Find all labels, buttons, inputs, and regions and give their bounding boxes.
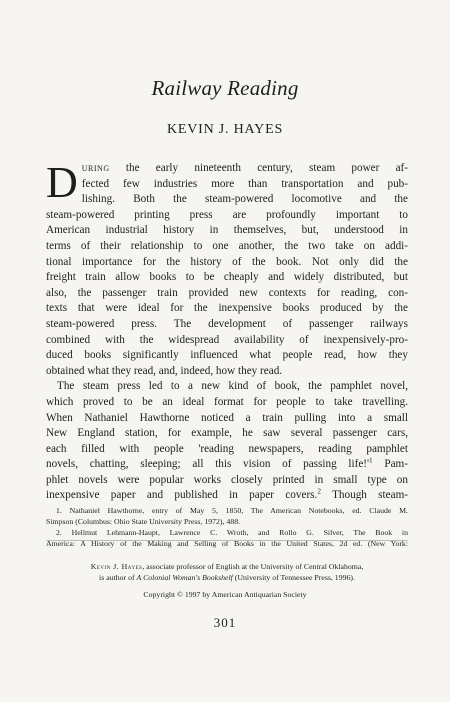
body-line: obtained what they read, and, indeed, how they read. <box>46 364 283 377</box>
body-line: steam-powered press. The development of passenger railways <box>46 317 408 330</box>
footnote-2-line: America: A History of the Making and Selling of Books in the United States, 2d ed. (New York: <box>46 539 408 548</box>
copyright-notice: Copyright © 1997 by American Antiquarian Society <box>143 590 307 599</box>
divider <box>46 540 408 541</box>
body-line: also, the passenger train provided new contexts for reading, con- <box>46 286 408 299</box>
bio-name: Kevin J. Hayes <box>90 562 143 571</box>
body-line: terms of their relationship to one another, the two take on addi- <box>46 239 408 252</box>
author-bio <box>46 561 408 583</box>
body-line: fected few industries more than transportation and pub- <box>81 177 408 190</box>
bio-book-title: A Colonial Woman's Bookshelf <box>136 573 233 582</box>
body-line: American industrial history in themselves, but, understood in <box>46 224 408 237</box>
body-line: freight train allow books to be cheaply and widely distributed, but <box>46 271 408 284</box>
body-line: The steam press led to a new kind of book, the pamphlet novel, <box>57 380 408 393</box>
bio-text: , associate professor of English at the University of Central Oklahoma, <box>142 562 364 571</box>
article-author: KEVIN J. HAYES <box>166 122 284 137</box>
footnote-1-line: 1. Nathaniel Hawthorne, entry of May 5, 1850, The American Notebooks, ed. Claude M. <box>56 506 408 515</box>
body-line: texts that were ideal for the inexpensive books produced by the <box>46 302 408 315</box>
footnote-ref[interactable]: 1 <box>369 456 373 465</box>
article-title: Railway Reading <box>151 76 299 100</box>
body-line <box>46 488 408 504</box>
body-line: lishing. Both the steam-powered locomotive and the <box>81 193 408 206</box>
body-line-text: Pam- <box>372 458 408 471</box>
body-line: tional importance for the history of the book. Not only did the <box>46 255 408 268</box>
footnote-2-line: 2. Hellmut Lehmann-Haupt, Lawrence C. Wroth, and Rollo G. Silver, The Book in <box>56 528 408 537</box>
footnotes <box>46 505 408 549</box>
body-line-text: the early nineteenth century, steam power af- <box>125 162 409 174</box>
body-line-text: Though steam- <box>320 489 409 502</box>
first-word-rest: uring <box>81 162 110 174</box>
body-line <box>46 161 408 177</box>
body-line: which proved to be an ideal format for people to take travelling. <box>46 395 408 408</box>
footnote-ref[interactable]: 2 <box>317 487 321 496</box>
body-line: phlet novels were popular works closely printed in small type on <box>46 473 408 486</box>
bio-text: is author of <box>99 573 137 582</box>
page-number: 301 <box>213 615 237 630</box>
footnote-1-line: Simpson (Columbus: Ohio State University Press, 1972), 488. <box>46 517 241 526</box>
body-line: New England station, for example, he saw several passenger cars, <box>46 427 408 440</box>
body-line <box>46 457 408 473</box>
body-line: steam-powered printing press are profoundly important to <box>46 208 408 221</box>
body-line: When Nathaniel Hawthorne noticed a train pulling into a small <box>46 411 408 424</box>
body-line: duced books significantly influenced what people read, how they <box>46 349 408 362</box>
bio-text: (University of Tennessee Press, 1996). <box>232 573 355 582</box>
body-line: each filled with people 'reading newspapers, reading pamphlet <box>46 442 408 455</box>
body-line-text: novels, chatting, sleeping; all this vision of passing life!' <box>46 458 370 471</box>
body-line: combined with the widespread availability of inexpensively-pro- <box>46 333 408 346</box>
body-line-text: inexpensive paper and published in paper covers. <box>46 489 318 502</box>
drop-cap: D <box>46 158 78 207</box>
article-body <box>46 158 409 504</box>
